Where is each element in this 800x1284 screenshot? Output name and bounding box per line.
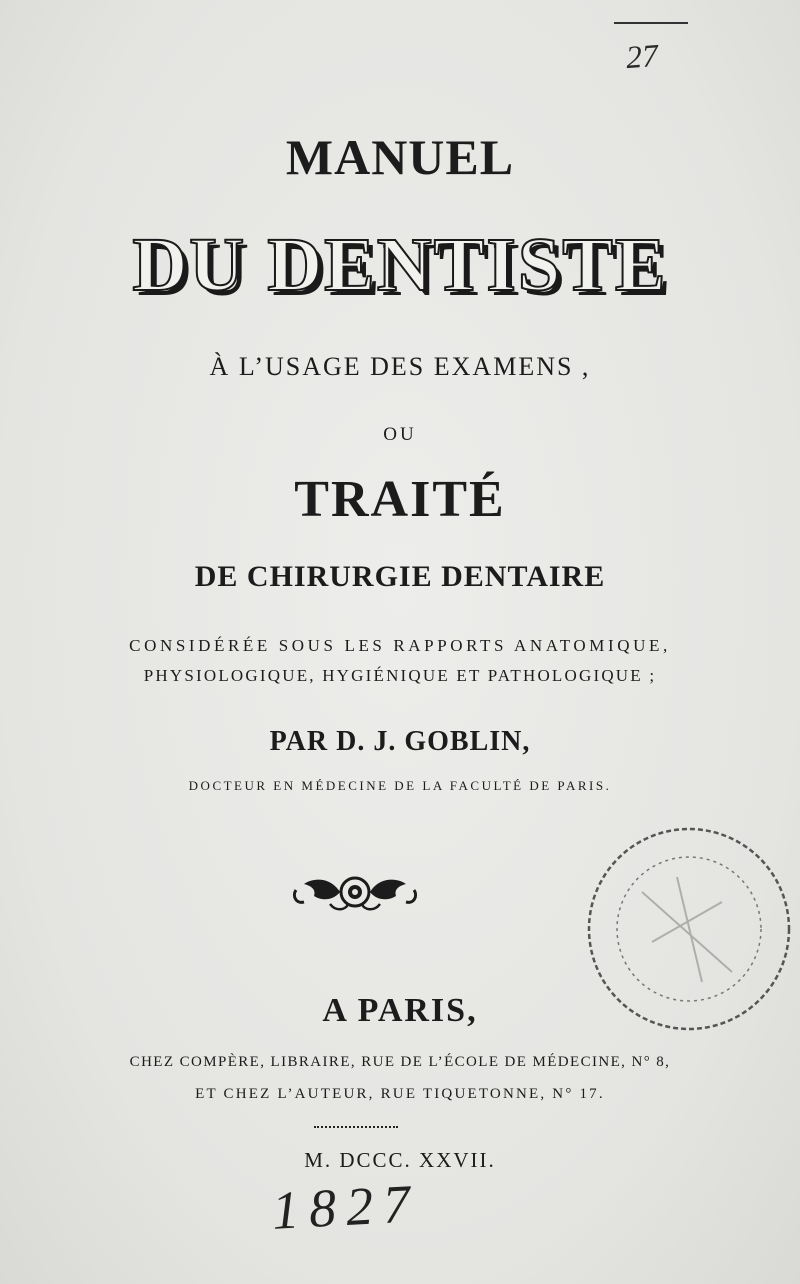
- description-line-1: CONSIDÉRÉE SOUS LES RAPPORTS ANATOMIQUE,: [129, 636, 671, 655]
- shelf-mark-rule: [614, 22, 688, 24]
- alt-subtitle: DE CHIRURGIE DENTAIRE: [194, 560, 606, 593]
- title-line-1: MANUEL: [285, 129, 515, 185]
- publication-date: M. DCCC. XXVII.: [304, 1148, 496, 1172]
- title-line-2: DU DENTISTE: [132, 223, 668, 307]
- printer-ornament-icon: [290, 868, 420, 916]
- subtitle: À L’USAGE DES EXAMENS ,: [209, 352, 591, 381]
- conjunction-ou: OU: [383, 424, 417, 445]
- place-of-publication: A PARIS,: [322, 992, 478, 1029]
- publisher-line-1: CHEZ COMPÈRE, LIBRAIRE, RUE DE L’ÉCOLE DE MÉDECINE, N° 8,: [129, 1054, 671, 1070]
- author-credentials: DOCTEUR EN MÉDECINE DE LA FACULTÉ DE PARIS.: [188, 778, 612, 793]
- handwritten-year: 1827: [270, 1173, 422, 1241]
- description-line-2: PHYSIOLOGIQUE, HYGIÉNIQUE ET PATHOLOGIQUE ;: [143, 666, 657, 685]
- author: PAR D. J. GOBLIN,: [269, 726, 531, 757]
- alt-title: TRAITÉ: [294, 471, 506, 528]
- shelf-mark: 27: [624, 36, 660, 76]
- publisher-line-2: ET CHEZ L’AUTEUR, RUE TIQUETONNE, N° 17.: [195, 1086, 605, 1102]
- decorative-rule: [314, 1126, 398, 1131]
